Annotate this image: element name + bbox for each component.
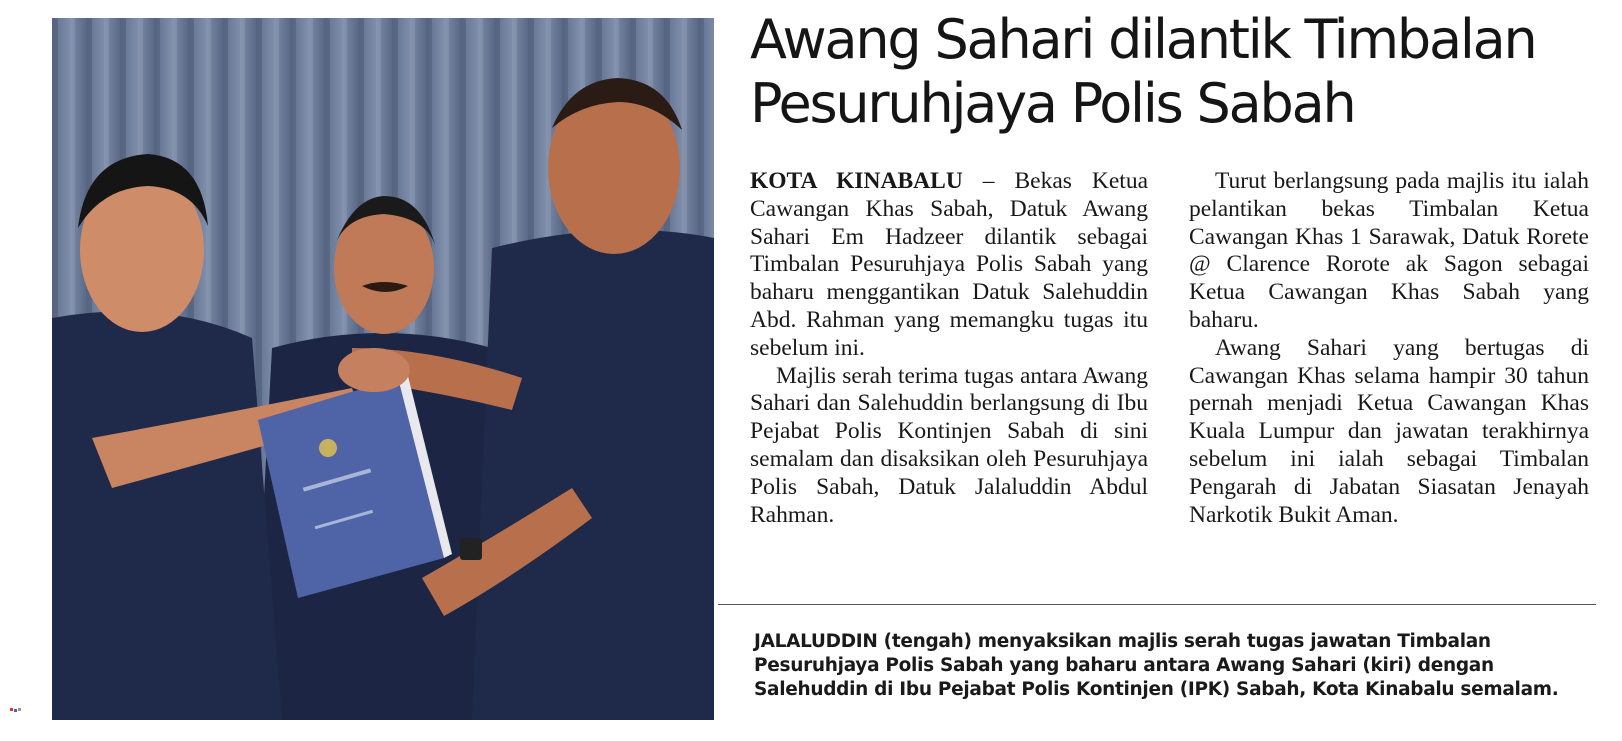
headline: Awang Sahari dilantik Timbalan Pesuruhjaya Polis Sabah: [750, 8, 1536, 135]
caption-divider: [718, 604, 1596, 605]
paragraph: Awang Sahari yang bertugas di Cawangan Khas selama hampir 30 tahun pernah menjadi Ketua Cawangan Khas Kuala Lumpur dan jawatan terakhirnya sebelum ini ialah sebagai Timbalan Pengarah di Jabatan Siasatan Jenayah Narkotik Bukit Aman.: [1189, 334, 1589, 528]
photo-caption: JALALUDDIN (tengah) menyaksikan majlis serah tugas jawatan Timbalan Pesuruhjaya Polis Sabah yang baharu antara Awang Sahari (kiri) dengan Salehuddin di Ibu Pejabat Polis Kontinjen (IPK) Sabah, Kota Kinabalu semalam.: [754, 631, 1559, 700]
photo-illustration: [52, 18, 714, 720]
scan-artifact-icon: [10, 707, 24, 713]
article-right-column: [1189, 168, 1589, 529]
paragraph: [750, 168, 1148, 363]
article-left-column: [750, 168, 1148, 529]
news-photo: [52, 18, 714, 720]
handshake: [338, 348, 410, 392]
paragraph: Majlis serah terima tugas antara Awang Sahari dan Salehuddin berlangsung di Ibu Pejabat Polis Kontinjen Sabah di sini semalam dan disaksikan oleh Pesuruhjaya Polis Sabah, Datuk Jalaluddin Abdul Rahman.: [750, 362, 1148, 528]
paragraph-text: – Bekas Ketua Cawangan Khas Sabah, Datuk Awang Sahari Em Hadzeer dilantik sebagai Timbalan Pesuruhjaya Polis Sabah yang baharu menggantikan Datuk Salehuddin Abd. Rahman yang memangku tugas itu sebelum ini.: [750, 168, 1148, 361]
paragraph: Turut berlangsung pada majlis itu ialah pelantikan bekas Timbalan Ketua Cawangan Khas 1 Sarawak, Datuk Rorete @ Clarence Rorote ak Sagon sebagai Ketua Cawangan Khas Sabah yang baharu.: [1189, 168, 1589, 333]
dateline: KOTA KINABALU: [750, 168, 963, 194]
